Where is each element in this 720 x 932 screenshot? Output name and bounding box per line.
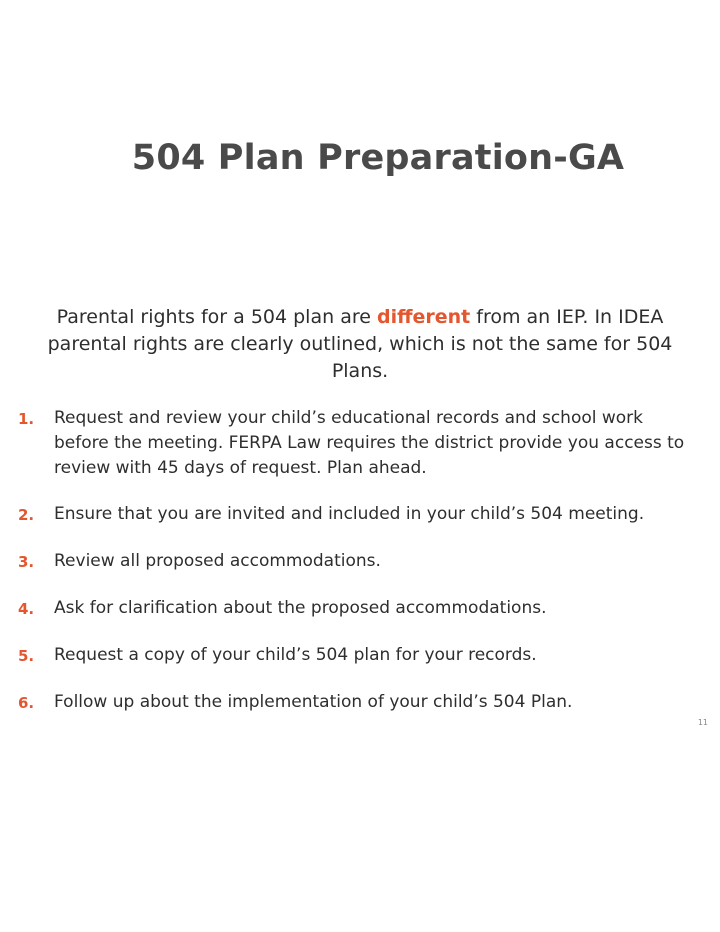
step-number: 2. xyxy=(18,506,35,524)
step-number: 4. xyxy=(18,600,35,618)
step-text: Request and review your child’s educational records and school work before the meeting. FERPA Law requires the district provide you access to review with 45 days of request. Plan ahead. xyxy=(54,408,685,478)
list-item xyxy=(18,690,694,716)
step-text: Review all proposed accommodations. xyxy=(54,551,381,571)
step-number: 6. xyxy=(18,694,35,712)
list-item xyxy=(18,502,694,528)
page-number: 11 xyxy=(697,718,708,727)
steps-list xyxy=(18,406,694,737)
intro-text-after: from an IEP. In IDEA parental rights are clearly outlined, which is not the same for 504 Plans. xyxy=(47,306,673,382)
step-number: 1. xyxy=(18,410,35,428)
step-text: Ensure that you are invited and included in your child’s 504 meeting. xyxy=(54,504,645,524)
intro-text-before: Parental rights for a 504 plan are xyxy=(56,306,377,328)
step-text: Follow up about the implementation of your child’s 504 Plan. xyxy=(54,692,573,712)
list-item xyxy=(18,406,694,481)
slide-title: 504 Plan Preparation-GA xyxy=(131,138,625,178)
intro-paragraph xyxy=(30,304,690,385)
list-item xyxy=(18,643,694,669)
intro-highlight: different xyxy=(376,306,471,328)
step-text: Request a copy of your child’s 504 plan for your records. xyxy=(54,645,537,665)
step-number: 3. xyxy=(18,553,35,571)
step-text: Ask for clarification about the proposed accommodations. xyxy=(54,598,547,618)
step-number: 5. xyxy=(18,647,35,665)
list-item xyxy=(18,596,694,622)
list-item xyxy=(18,549,694,575)
